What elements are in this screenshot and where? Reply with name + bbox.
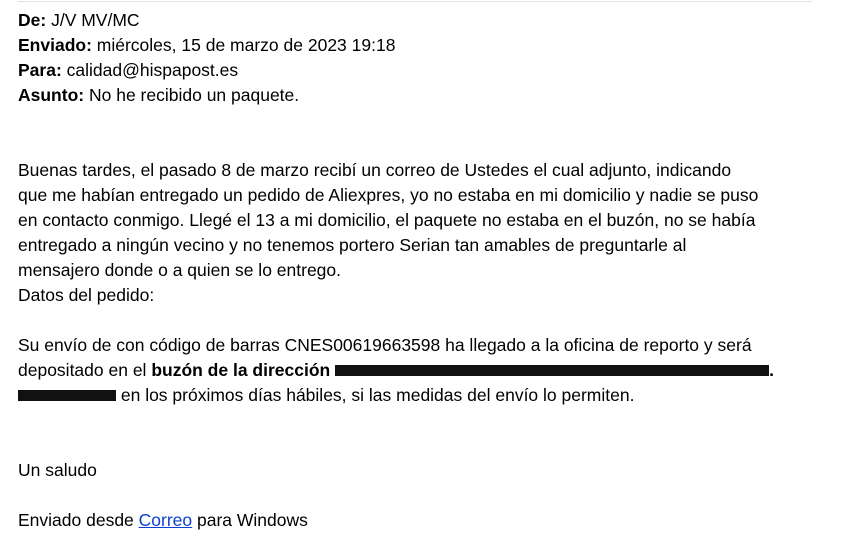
- notice-text: depositado en el: [18, 360, 152, 380]
- notice-line-2: [18, 358, 818, 383]
- body-line: mensajero donde o a quien se lo entrego.: [18, 260, 342, 280]
- redacted-address: [335, 365, 769, 376]
- signature-text: para Windows: [192, 510, 308, 530]
- body-line: Buenas tardes, el pasado 8 de marzo recibí un correo de Ustedes el cual adjunto, indicando: [18, 160, 732, 180]
- body-line: en contacto conmigo. Llegé el 13 a mi domicilio, el paquete no estaba en el buzón, no se había: [18, 210, 756, 230]
- redacted-city: [18, 390, 116, 401]
- from-row: [18, 8, 818, 33]
- notice-bold-text: buzón de la dirección: [151, 360, 331, 380]
- notice-line-3: [18, 383, 818, 408]
- to-row: [18, 58, 818, 83]
- body-line: que me habían entregado un pedido de Aliexpres, yo no estaba en mi domicilio y nadie se puso: [18, 185, 759, 205]
- from-label: De:: [18, 10, 47, 30]
- mail-app-link[interactable]: Correo: [138, 510, 193, 530]
- signature-text: Enviado desde: [18, 510, 139, 530]
- subject-label: Asunto:: [18, 85, 85, 105]
- order-label: Datos del pedido:: [18, 285, 155, 305]
- sent-row: [18, 33, 818, 58]
- sent-label: Enviado:: [18, 35, 92, 55]
- body-paragraph-1: [18, 158, 818, 283]
- delivery-notice: [18, 333, 818, 408]
- top-divider: [18, 1, 812, 2]
- from-value: J/V MV/MC: [51, 10, 140, 30]
- greeting: Un saludo: [18, 460, 97, 480]
- subject-row: [18, 83, 818, 108]
- notice-line-1: Su envío de con código de barras CNES00619663598 ha llegado a la oficina de reporto y será: [18, 335, 752, 355]
- to-value: calidad@hispapost.es: [66, 60, 239, 80]
- subject-value: No he recibido un paquete.: [88, 85, 300, 105]
- email-header: [18, 8, 818, 108]
- to-label: Para:: [18, 60, 62, 80]
- body-line: entregado a ningún vecino y no tenemos portero Serian tan amables de preguntarle al: [18, 235, 687, 255]
- sent-value: miércoles, 15 de marzo de 2023 19:18: [96, 35, 396, 55]
- signature: [18, 508, 818, 533]
- notice-period: .: [769, 360, 774, 380]
- email-message: [18, 8, 818, 533]
- notice-text: en los próximos días hábiles, si las medidas del envío lo permiten.: [116, 385, 635, 405]
